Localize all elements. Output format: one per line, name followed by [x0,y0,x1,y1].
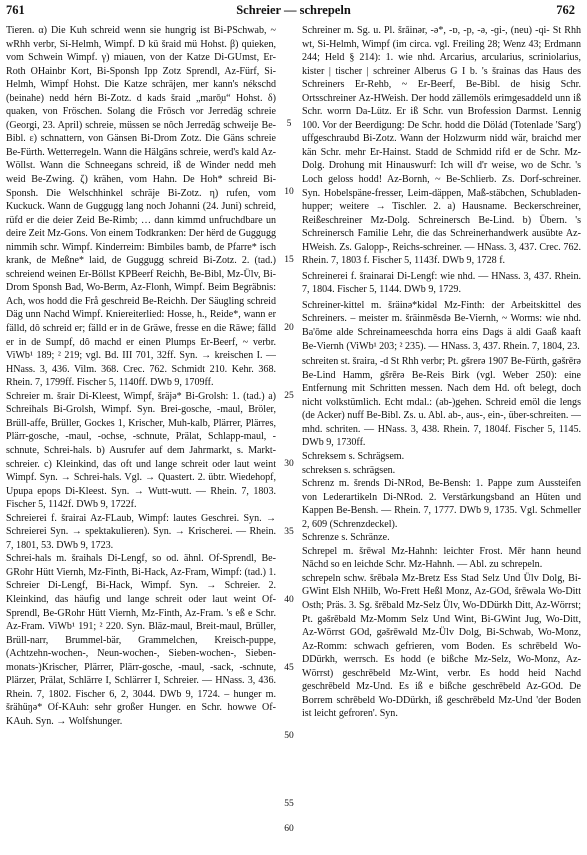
line-number: 50 [284,731,294,741]
entry-schrenze: Schrenze s. Schränze. [302,532,390,544]
left-column [6,24,276,852]
entry-schreinerei: Schreinerei f. šrainarai Di-Lengf: wie nhd. — HNass. 3, 437. Rhein. 7, 1804. Fischer 5, 1144. DWb 9, 1729. [302,270,581,296]
line-number: 45 [284,663,294,673]
line-number: 5 [286,119,292,129]
entry-schreiner: Schreiner m. Sg. u. Pl. šrāinər, -ə*, -ɒ, -p, -ə, -ɡi-, (neu) -qi- St Rhh wt, Si-Helmh, Wimpf (im circa. vgl. Freiling 28; Wenz 43; Erdmann 244; Held § 214): 1. wie nhd. Arcarius, arcularius, scriniolarius, kister | tischer | schreiner Alberus G I b. 's šrainas das Haus des Schreiners Er-Rehb, ~ Er-Beerf, Be-Bibl. de hisig Schr. Ortsschreiner Az-HWeish. Der hodd zällemöls erimgesaddeld unn iß Schr. worrn Da-Lütz. Er iß Schr. vun Brofession Darmst. Lennig 100. Vor der Beerdigung: De Schr. hodd die Dölád (Totenlade 'Sarg') uffgeschraubd Bi-Zotz. Wann der Holzwurm nidd wär, braichd mer kän Schr. mehr Er-Hainst. Stadd de Schmidd rifd er de Schr. Mz-Dolg. Drohung mit Hinauswurf: Ich will d'r weise, wo de Schr. 's Loch geloss hodd! Az-Bornh, ~ Be-Schlierb. Zs. Dorf-schreiner. Syn. Hobelspäne-fresser, Leim-däppen, Maß-stäbchen, Schubladen-hupper; weitere → Tischler. 2. a) Hausname. Beckerschreiner, Reißeschreiner Mz-Dolg. Schreinersch Be-Lind. b) Übern. 's Schreinersch Familie Lehr, die das Schreinerhandwerk ausübte Az-HWeish. Zs. Galopp-, Reichs-schreiner. — HNass. 3, 437. Crec. 762. Rhein. 7, 1803 f. Fischer 5, 1143f. DWb 9, 1728 f. [302,25,581,267]
line-number: 30 [284,459,294,469]
entry-schrenz: Schrenz m. šrends Di-NRod, Be-Bensh: 1. Pappe zum Aussteifen von Lederartikeln Di-NRod. 2. Verstärkungsband an Hüten und Kappen Be-Bensh. — Rhein. 7, 1777. DWb 9, 1735. Vgl. Schmeller 2, 609 (Schrenzdeckel). [302,478,581,530]
right-column [302,24,581,852]
entry-schrei-hals: Schrei-hals m. šraihals Di-Lengf, so od. ähnl. Of-Sprendl, Be-GRohr Hütt Viernh, Mz-Finth, Bi-Hack, Az-Fram, Wimpf: (tad.) 1. Schreier Di-Lengf, Bi-Hack, Wimpf. Syn. → Schreier. 2. Kleinkind, das häufig und lange schreit oder laut weint Of-Sprendl, Be-GRohr Hütt Viernh, Mz-Finth, Az-Fram. 's eß e Schr. Az-Fram. ViWb¹ 191; ² 220. Syn. Bläz-maul, Breit-maul, Brüller, Brüll-narr, Brummel-bär, Grammelchen, Kreisch-puppe, (Achtzehn-wochen-, Neun-wochen-, Sieben-wochen-, Sieben-monats-)Krischer, Plärrer, Plärr-gosche, -maul, -sack, -schnute, Plärzer, Prälat, Schlärre I, Schlärrer I, Schreier. — HNass. 3, 436. Rhein. 7, 1802. Fischer 6, 2, 3044. DWb 9, 1724. – hunger m. šrähüŋə* Of-KAuh: sehr großer Hunger. en Schr. howwe Of-KAuh. Syn. → Wolfshunger. [6,553,276,727]
page-number-left: 761 [6,3,25,17]
entry-schreien-continued: Tieren. α) Die Kuh schreid wenn sie hungrig ist Bi-PSchwab, ~ wRhh verbr, Si-Helmh, Wimpf. D kü šraid mü Hohst. β) quieken, vom Schwein Wimpf. γ) miauen, von der Katze Di-GUmst, Er-Roth OHainbr Kort, Bi-Sponsh Ipp Zotz Sprendl, Az-Fürf, Si-Helmh, Wimpf Hohst. Die Katze schräjen, mer kann's nékschd (beinahe) nedd hérn Bi-Zotz. d kads šraid „marō̦u“ Hohst. δ) quaken, von Fröschen. Solang die Frösch vor Jerredäg schreie (Georgi, 23. April) schreie, müssen se nôch Jerredäg schweije Be-Bibl. ε) schnattern, von Gänsen Bi-Drom Zotz. Die Gäns schreie Be-Fürth. Wetterregeln. Wann die Hälgäns schreie, werd's kald Az-Wöllst. Wann die Schneegans schreid, iß de Winder nedd meh weid Be-Zwing. ζ) krähen, vom Hahn. De Hoh* schreid Bi-Sponsh. Die Welschhinkel schräje Bi-Zotz. η) rufen, vom Kuckuck. Wann de Guggugg lang noch Johanni (24. Juni) schreid, rüfd er die deier Zeid Be-Rimb; … dann kimmd unfruchdbare un deire Zeit Mz-Gons. Von einem Todkranken: Der hërd de Guggugg nimmih schr. Wimpf. Kinderreim: Bimbiles bamb, de Pfarre* isch krank, de Meßne* laid, de Guggugg schreid Bi-Zotz. 2. (tad.) schreiend weinen Er-Böllst KPBeerf Reichh, Be-Bibl, Mz-Ülv, Bi-Drom Sponsh Bad, Wo-Berm, Az-Flonh, Wimpf. Beim Begräbnis: Ach, wos hodd die Frå geschreid Be-Reichh. Der Säugling schreid Däg unn Nachd Wimpf. Kniereiterlied: Hosse, h., Reide*, wann er fälld, dô schreid er; fälld er in de Gräwe, fresse en die Räwe; fälld er in de Sumpf, dô machd er einen Plumps Er-Beerf, ~ verbr. ViWb¹ 189; ² 219; vgl. Bd. III 701, 32ff. Syn. → kreischen I. — HNass. 3, 436. Vilm. 368. Crec. 762. Schmidt 210. Kehr. 368. Rhein. 7, 1799ff. Fischer 5, 1140ff. DWb 9, 1709ff. [6,25,276,389]
running-title: Schreier — schrepeln [236,3,351,17]
page-number-right: 762 [556,3,575,17]
line-number: 15 [284,255,294,265]
line-number-gutter [280,24,300,852]
line-number: 40 [284,595,294,605]
page-header [0,3,587,23]
line-number: 35 [284,527,294,537]
line-number: 25 [284,391,294,401]
line-number: 10 [284,187,294,197]
line-number: 55 [284,799,294,809]
entry-schreiner-kittel: Schreiner-kittel m. šräinə*kidəl Mz-Finth: der Arbeitskittel des Schreiners. – meister m. šräinmēsdə Be-Viernh, ~ Worms: wie nhd. Ba'ōme alde Schreinameeschda horra eins Dags ä aldi Gaaß kaaft Be-Viernh (ViWb¹ 203; ² 235). — HNass. 3, 437. Rhein. 7, 1804, 23. [302,299,581,352]
entry-schreksem: Schreksem s. Schrägsem. [302,450,405,462]
entry-schrepel: Schrepel m. šrēwəl Mz-Hahnh: leichter Frost. Mēr hann heund Nāchd so en leichde Schr. Mz-Hahnh. — Abl. zu schrepeln. [302,545,581,571]
line-number: 60 [284,824,294,834]
entry-schreiten: schreiten st. šraira, -d St Rhh verbr; Pt. gšrerə 1907 Be-Fürth, gəšrērə Be-Lind Hamm, gšrērə Be-Reis Birk (vgl. Weber 250): eine Entfernung mit Schritten messen. Nach dem Hd. oft belegt, doch nicht volkstümlich. Echt mdal.: (ab-)gehen. Schreid emöl die lengs (de Acker) nuff Be-Bibl. Zs. u. Abl. ab-, aus-, ein-, über-schreiten. — mhd. schriten. — HNass. 3, 438. Rhein. 7, 1804f. Fischer 5, 1145. DWb 9, 1730ff. [302,356,581,449]
entry-schreksen: schreksen s. schrägsen. [302,464,396,476]
entry-schreierei: Schreierei f. šrairai Az-FLaub, Wimpf: lautes Geschrei. Syn. → Schreierei Syn. → spektakulieren). Syn. → Krischerei. — Rhein. 7, 1801, 53. DWb 9, 1723. [6,512,276,551]
entry-schrepeln: schrepeln schw. šrēbələ Mz-Bretz Ess Stad Selz Und Ülv Dolg, Bi-GWint Elsh NHilb, Wo-Frett Heßl Monz, Az-GOd, šrēwəla Wo-Ditt Osth; Präs. 3. Sg. šrēbald Mz-Selz Ülv, Wo-DDürkh Ditt, Az-Wörrst; Pt. gəšrēbəld Mz-Momm Selz Und Wint, Bi-GWint Jug, Wo-Ditt, Az-Wörrst GOd, gəšrēwəld Mz-Ülv Dolg, Bi-Schwab, Wo-Monz, Az-Romm: schwach gefrieren, vom Boden. Es schrēbeld Wo-DDürkh, werrsch. Es hodd (e bißche Mz-Selz, Wo-Monz, Az-Wörrst) geschrēbeld Mz-Wint, verbr. Es hodd heid Nachd geschrēbeld Mz-Und. Es iß e bißche geschrēbeld Az-GOd. De Borrem schrēbeld Wo-DDürkh, iß geschrēbeld Mz-Und 'der Boden ist leicht gefroren'. Syn. [302,572,581,720]
entry-schreier: Schreier m. šrair Di-Kleest, Wimpf, šräjə* Bi-Grolsh: 1. (tad.) a) Schreihals Bi-Grolsh, Wimpf. Syn. Brei-gosche, -maul, Bröler, Brüll-affe, Brüller, Gockes 1, Krischer, Muh-kalb, Plärrer, Plärres, Plärr-gosche, -maul, -ochse, -schnute, Prälat, Schlapp-maul, -schnute, Schrei-hals. b) Ausrufer auf dem Jahrmarkt, s. Markt-schreier. c) Kleinkind, das oft und lange schreit oder laut weint Wimpf. Syn. → Schrei-hals. Vgl. → Quastert. 2. übtr. Wiedehopf, Upupa epops Di-Kleest. Syn. → Wutt-wutt. — Rhein. 7, 1803. Fischer 5, 1142f. DWb 9, 1722f. [6,390,276,511]
line-number: 20 [284,323,294,333]
